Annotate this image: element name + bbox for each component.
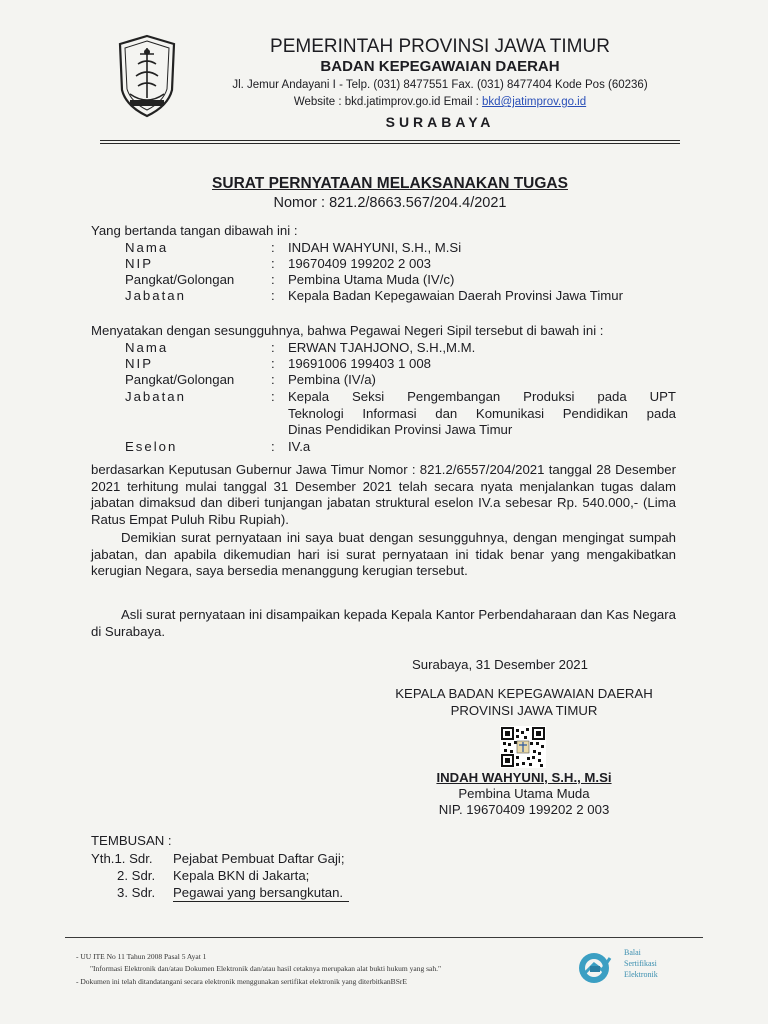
signatory-rank: Pembina Utama Muda xyxy=(458,786,590,801)
cc-item-3: Pegawai yang bersangkutan. xyxy=(173,885,349,902)
qr-code-signature xyxy=(500,726,546,768)
employee-name: ERWAN TJAHJONO, S.H.,M.M. xyxy=(288,340,476,355)
colon: : xyxy=(271,340,275,355)
place-date: Surabaya, 31 Desember 2021 xyxy=(412,657,588,672)
agency-address: Jl. Jemur Andayani I - Telp. (031) 8477551 Fax. (031) 8477404 Kode Pos (60236) xyxy=(232,79,648,91)
colon: : xyxy=(271,288,275,303)
bsre-label xyxy=(624,947,658,980)
signer-province: PROVINSI JAWA TIMUR xyxy=(450,703,598,718)
jatim-crest-logo xyxy=(116,34,178,118)
signatory-name: INDAH WAHYUNI, S.H., M.Si xyxy=(436,770,612,785)
bsre-label-line2: Sertifikasi xyxy=(624,959,657,968)
website-text: Website : bkd.jatimprov.go.id Email : xyxy=(293,96,482,108)
employee-echelon: IV.a xyxy=(288,439,311,454)
cc-heading: TEMBUSAN : xyxy=(91,833,172,848)
body-paragraph-2 xyxy=(91,530,676,580)
cc-item-1: Pejabat Pembuat Daftar Gaji; xyxy=(173,851,345,866)
employee-position-line1: Kepala Seksi Pengembangan Produksi pada UPT xyxy=(288,389,676,404)
colon: : xyxy=(271,256,275,271)
cc-item-2: Kepala BKN di Jakarta; xyxy=(173,868,310,883)
employee-position-label: Jabatan xyxy=(125,389,186,404)
body-paragraph-2-text: Demikian surat pernyataan ini saya buat dengan sesungguhnya, dengan mengingat sumpah jabatan, dan apabila dikemudian hari isi surat pernyataan ini tidak benar yang mengakibatkan kerugian Negara, saya bersedia menanggung kerugian tersebut. xyxy=(91,530,676,579)
signer-office: KEPALA BADAN KEPEGAWAIAN DAERAH xyxy=(395,686,653,701)
footer-law-quote: "Informasi Elektronik dan/atau Dokumen Elektronik dan/atau hasil cetaknya merupakan alat bukti hukum yang sah." xyxy=(90,964,442,973)
cc-item-3-number: 3. Sdr. xyxy=(117,885,156,900)
bsre-logo xyxy=(572,950,616,986)
email-link[interactable]: bkd@jatimprov.go.id xyxy=(481,96,587,108)
government-name: PEMERINTAH PROVINSI JAWA TIMUR xyxy=(270,36,610,57)
employee-intro: Menyatakan dengan sesungguhnya, bahwa Pegawai Negeri Sipil tersebut di bawah ini : xyxy=(91,323,604,338)
colon: : xyxy=(271,389,275,404)
colon: : xyxy=(271,272,275,287)
cc-item-2-number: 2. Sdr. xyxy=(117,868,156,883)
employee-rank-label: Pangkat/Golongan xyxy=(125,372,235,387)
signer-intro: Yang bertanda tangan dibawah ini : xyxy=(91,223,298,238)
employee-name-label: Nama xyxy=(125,340,169,355)
letter-number: Nomor : 821.2/8663.567/204.4/2021 xyxy=(273,195,507,211)
header-rule xyxy=(100,140,680,141)
signer-rank-label: Pangkat/Golongan xyxy=(125,272,235,287)
body-paragraph-3-text: Asli surat pernyataan ini disampaikan kepada Kepala Kantor Perbendaharaan dan Kas Negara di Surabaya. xyxy=(91,607,676,639)
employee-rank: Pembina (IV/a) xyxy=(288,372,376,387)
letter-title: SURAT PERNYATAAN MELAKSANAKAN TUGAS xyxy=(212,175,568,192)
bsre-label-line1: Balai xyxy=(624,948,641,957)
signer-name: INDAH WAHYUNI, S.H., M.Si xyxy=(288,240,462,255)
colon: : xyxy=(271,439,275,454)
body-paragraph-3 xyxy=(91,607,676,640)
signatory-nip: NIP. 19670409 199202 2 003 xyxy=(438,802,610,817)
signer-nip: 19670409 199202 2 003 xyxy=(288,256,432,271)
colon: : xyxy=(271,240,275,255)
header-rule-thin xyxy=(100,143,680,144)
bsre-label-line3: Elektronik xyxy=(624,970,658,979)
footer-rule xyxy=(65,937,703,938)
signer-name-label: Nama xyxy=(125,240,169,255)
employee-nip-label: NIP xyxy=(125,356,153,371)
signer-position: Kepala Badan Kepegawaian Daerah Provinsi Jawa Timur xyxy=(288,288,624,303)
colon: : xyxy=(271,356,275,371)
employee-position-line3: Dinas Pendidikan Provinsi Jawa Timur xyxy=(288,422,513,437)
employee-echelon-label: Eselon xyxy=(125,439,178,454)
colon: : xyxy=(271,372,275,387)
agency-contact xyxy=(200,96,680,108)
body-paragraph-1: berdasarkan Keputusan Gubernur Jawa Timur Nomor : 821.2/6557/204/2021 tanggal 28 Desember 2021 terhitung mulai tanggal 31 Desember 2021 telah secara nyata menjalankan tugas dalam jabatan dimaksud dan diberi tunjangan jabatan struktural eselon IV.a sebesar Rp. 540.000,- (Lima Ratus Empat Puluh Ribu Rupiah). xyxy=(91,462,676,527)
signer-rank: Pembina Utama Muda (IV/c) xyxy=(288,272,455,287)
employee-nip: 19691006 199403 1 008 xyxy=(288,356,432,371)
signer-position-label: Jabatan xyxy=(125,288,186,303)
employee-position-line2: Teknologi Informasi dan Komunikasi Pendidikan pada xyxy=(288,406,676,421)
signer-nip-label: NIP xyxy=(125,256,153,271)
city-name: SURABAYA xyxy=(385,114,495,130)
agency-name: BADAN KEPEGAWAIAN DAERAH xyxy=(320,58,560,75)
cc-item-1-number: Yth.1. Sdr. xyxy=(91,851,153,866)
footer-law-reference: - UU ITE No 11 Tahun 2008 Pasal 5 Ayat 1 xyxy=(76,952,207,961)
footer-esign-note: - Dokumen ini telah ditandatangani secara elektronik menggunakan sertifikat elektronik yang diterbitkanBSrE xyxy=(76,977,407,986)
